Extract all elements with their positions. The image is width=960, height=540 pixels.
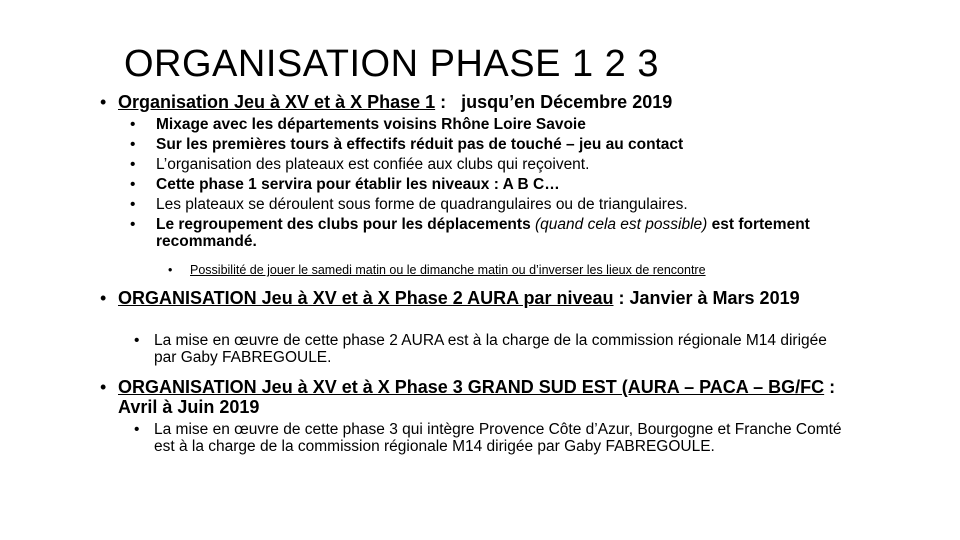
section2-heading: • ORGANISATION Jeu à XV et à X Phase 2 AURA par niveau : Janvier à Mars 2019 [100, 288, 800, 308]
section2-note: • La mise en œuvre de cette phase 2 AURA est à la charge de la commission régionale M14 dirigée par Gaby FABREGOULE. [134, 332, 827, 366]
list-item: • Le regroupement des clubs pour les déplacements (quand cela est possible) est fortement recommandé. [130, 216, 810, 250]
section1-heading-suffix: : jusqu’en Décembre 2019 [435, 92, 673, 112]
bullet: • [100, 92, 107, 112]
slide-title: ORGANISATION PHASE 1 2 3 [124, 43, 660, 85]
section1-sub-note: • Possibilité de jouer le samedi matin ou le dimanche matin ou d’inverser les lieux de rencontre [168, 263, 706, 277]
list-item: • Sur les premières tours à effectifs réduit pas de touché – jeu au contact [130, 136, 684, 153]
section1-heading [100, 92, 860, 112]
list-item: • Les plateaux se déroulent sous forme de quadrangulaires ou de triangulaires. [130, 196, 688, 213]
section3-heading: • ORGANISATION Jeu à XV et à X Phase 3 GRAND SUD EST (AURA – PACA – BG/FC : Avril à Juin 2019 [100, 377, 836, 417]
list-item: • Cette phase 1 servira pour établir les niveaux : A B C… [130, 176, 560, 193]
list-item: • L’organisation des plateaux est confiée aux clubs qui reçoivent. [130, 156, 590, 173]
section1-list [130, 116, 850, 250]
list-item: • Mixage avec les départements voisins Rhône Loire Savoie [130, 116, 586, 133]
section3-note: • La mise en œuvre de cette phase 3 qui intègre Provence Côte d’Azur, Bourgogne et Franche Comté est à la charge de la commission régionale M14 dirigée par Gaby FABREGOULE. [134, 421, 842, 455]
section1-heading-text: Organisation Jeu à XV et à X Phase 1 [118, 92, 436, 112]
